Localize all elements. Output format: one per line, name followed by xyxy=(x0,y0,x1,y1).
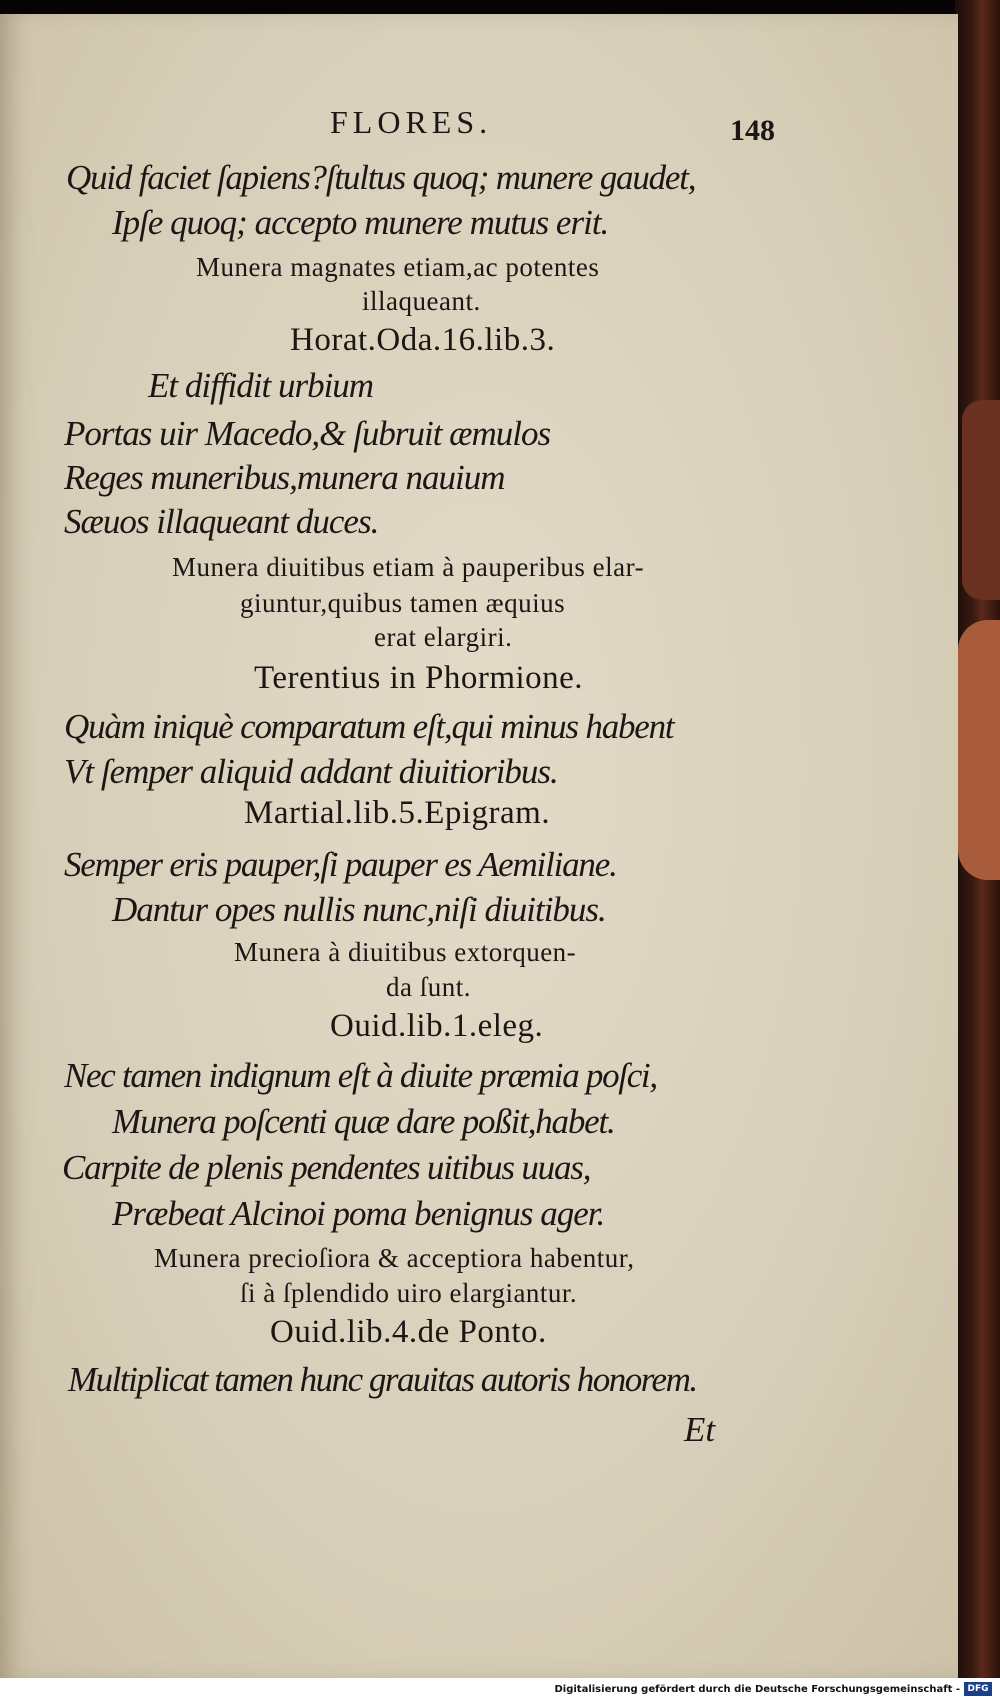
prose-line: erat elargiri. xyxy=(374,622,513,652)
dfg-logo: DFG xyxy=(964,1682,992,1696)
running-head: FLORES. xyxy=(330,104,493,140)
source-heading: Ouid.lib.4.de Ponto. xyxy=(270,1314,547,1350)
source-heading: Horat.Oda.16.lib.3. xyxy=(290,322,556,358)
verse-line: Quàm iniquè comparatum eſt,qui minus habent xyxy=(64,707,674,746)
catchword: Et xyxy=(684,1410,716,1449)
verse-line: Semper eris pauper,ſi pauper es Aemiliane. xyxy=(64,845,617,884)
verse-line: Carpite de plenis pendentes uitibus uuas, xyxy=(62,1148,591,1187)
verse-line: Vt ſemper aliquid addant diuitioribus. xyxy=(64,752,558,791)
digitization-credit: Digitalisierung gefördert durch die Deutsche Forschungsgemeinschaft - xyxy=(554,1684,960,1695)
scan-finger-shadow xyxy=(962,400,1000,600)
verse-line: Et diffidit urbium xyxy=(148,366,374,405)
verse-line: Ipſe quoq; accepto munere mutus erit. xyxy=(112,203,609,242)
verse-line: Multiplicat tamen hunc grauitas autoris honorem. xyxy=(68,1360,697,1399)
verse-line: Portas uir Macedo,& ſubruit æmulos xyxy=(64,414,551,453)
page-number: 148 xyxy=(730,114,775,147)
verse-line: Munera poſcenti quæ dare poßit,habet. xyxy=(112,1102,615,1141)
prose-line: da ſunt. xyxy=(386,972,471,1002)
prose-line: Munera precioſiora & acceptiora habentur, xyxy=(154,1243,635,1273)
prose-line: ſi à ſplendido uiro elargiantur. xyxy=(240,1278,578,1308)
prose-line: Munera diuitibus etiam à pauperibus elar- xyxy=(172,552,645,582)
source-heading: Terentius in Phormione. xyxy=(254,660,584,696)
verse-line: Dantur opes nullis nunc,niſi diuitibus. xyxy=(112,890,606,929)
verse-line: Sæuos illaqueant duces. xyxy=(64,502,379,541)
prose-line: Munera à diuitibus extorquen- xyxy=(234,937,577,967)
verse-line: Nec tamen indignum eſt à diuite præmia poſci, xyxy=(64,1056,657,1095)
verse-line: Reges muneribus,munera nauium xyxy=(64,458,505,497)
verse-line: Præbeat Alcinoi poma benignus ager. xyxy=(112,1194,605,1233)
source-heading: Martial.lib.5.Epigram. xyxy=(244,795,551,831)
scan-top-edge xyxy=(0,0,1000,14)
verse-line: Quid faciet ſapiens?ſtultus quoq; munere gaudet, xyxy=(66,158,696,197)
source-heading: Ouid.lib.1.eleg. xyxy=(330,1008,544,1044)
prose-line: Munera magnates etiam,ac potentes xyxy=(196,252,600,282)
scan-thumb xyxy=(958,620,1000,880)
prose-line: giuntur,quibus tamen æquius xyxy=(240,588,566,618)
prose-line: illaqueant. xyxy=(362,286,481,316)
